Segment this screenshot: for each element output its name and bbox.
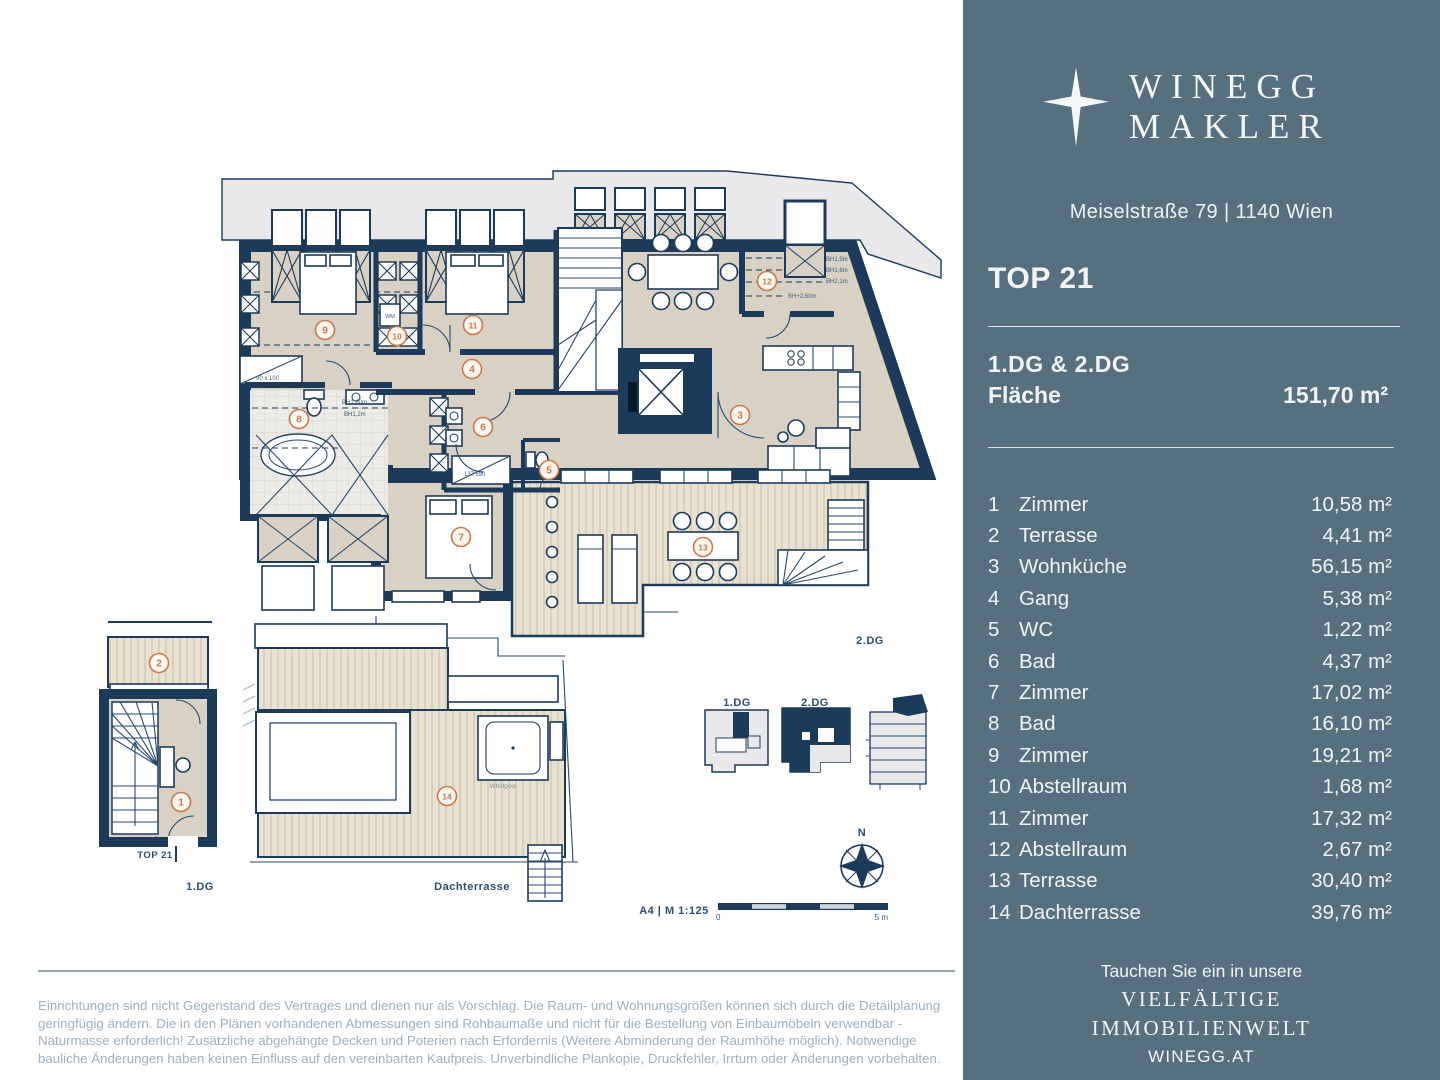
room-marker-number: 1 [178, 797, 184, 809]
desk-chair [176, 758, 190, 772]
room-area: 30,40 m² [1311, 869, 1392, 893]
skylight [256, 712, 410, 813]
room-marker-number: 5 [546, 465, 552, 477]
room-area: 4,37 m² [1322, 649, 1392, 673]
mini-plan-2dg [782, 708, 850, 772]
room-marker-number: 6 [480, 422, 486, 434]
star-icon [1043, 64, 1109, 150]
room-name: Abstellraum [1019, 775, 1128, 799]
bh5-label: BH1,60m [342, 400, 368, 406]
room-number: 12 [988, 837, 1011, 861]
room-row [988, 489, 1392, 520]
compass-needle [839, 843, 885, 889]
rule-line [988, 447, 1394, 448]
compass [839, 827, 885, 889]
unit-title: TOP 21 [988, 262, 1094, 295]
dachterrasse-label: Dachterrasse [434, 881, 510, 893]
bed-11 [446, 252, 508, 314]
room-area: 5,38 m² [1322, 586, 1392, 610]
room-name: WC [1019, 618, 1054, 642]
footer-website: WINEGG.AT [1148, 1047, 1255, 1066]
room-area: 16,10 m² [1311, 712, 1392, 736]
room-number: 7 [988, 681, 1000, 705]
floor1-label: 1.DG [186, 881, 214, 893]
room-marker-number: 7 [458, 532, 464, 544]
room-number: 2 [988, 524, 1000, 548]
room-number: 9 [988, 743, 1000, 767]
area-value: 151,70 m² [1283, 382, 1388, 408]
area-label: Fläche [988, 382, 1061, 408]
disclaimer-text: Einrichtungen sind nicht Gegenstand des Vertrages und dienen nur als Vorschlag. Die Raum- und Wohnungsgrößen können sich durch die Detailplanung geringfügig ändern. Die in den Plänen vorhandenen Abmessungen sind Rohbaumaße und nicht für die Bestellung von Einbaumöbeln verwendbar - Naturmasse erforderlich! Zusätzliche abgehängte Decken und Poterien nach Erfordernis (Weitere Abminderung der Raumhöhe möglich). Notwendige bauliche Änderungen haben keinen Einfluss auf den vereinbarten Kaufpreis. Unverbindliche Plankopie, Druckfehler, Irrtum oder Änderungen vorbehalten. [38, 998, 941, 1066]
room-name: Zimmer [1019, 743, 1089, 767]
desk [160, 747, 174, 787]
shower-dim-label: 90 x 100 [256, 376, 280, 382]
scale-zero: 0 [716, 913, 721, 922]
bh6-label: BH1,2m [344, 412, 366, 418]
room-marker-number: 3 [737, 410, 743, 422]
room-marker-number: 2 [156, 658, 162, 670]
room-area: 4,41 m² [1322, 524, 1392, 548]
room-number: 10 [988, 775, 1011, 799]
wm-label: WM [385, 314, 395, 320]
room-number: 1 [988, 492, 1000, 516]
mini-plan-facade [866, 694, 928, 790]
hatch-marks [243, 684, 255, 726]
room-marker-number: 12 [762, 276, 772, 287]
room-list [988, 489, 1392, 928]
scale-five: 5 m [874, 913, 888, 922]
room-number: 4 [988, 586, 1000, 610]
apartment-2dg [240, 188, 928, 656]
roof-tower [785, 201, 825, 277]
room-marker-number: 9 [322, 325, 328, 337]
room-name: Abstellraum [1019, 837, 1128, 861]
room-name: Terrasse [1019, 524, 1098, 548]
room-row [988, 709, 1392, 740]
room-row [988, 803, 1392, 834]
room-number: 6 [988, 649, 1000, 673]
room-number: 13 [988, 869, 1011, 893]
room-number: 3 [988, 555, 1000, 579]
room-area: 1,22 m² [1322, 618, 1392, 642]
room-row [988, 740, 1392, 771]
mini-1dg-label: 1.DG [723, 697, 751, 709]
room-name: Zimmer [1019, 681, 1089, 705]
room-row [988, 552, 1392, 583]
floors-label: 1.DG & 2.DG [988, 351, 1131, 377]
room-marker-number: 8 [296, 414, 302, 426]
bh2-label: BH1,6m [826, 268, 848, 274]
entrance-gap [168, 836, 198, 848]
brand-line2: MAKLER [1129, 107, 1331, 146]
room-name: Dachterrasse [1019, 900, 1141, 924]
mini-2dg-label: 2.DG [801, 697, 829, 709]
room-name: Terrasse [1019, 869, 1098, 893]
room-name: Wohnküche [1019, 555, 1127, 579]
mini-plan-1dg [705, 710, 768, 772]
room-number: 8 [988, 712, 1000, 736]
roof-stairs [528, 845, 562, 901]
footer-serif-2: IMMOBILIENWELT [1091, 1016, 1312, 1040]
stairs-2dg [558, 228, 622, 392]
room-row [988, 834, 1392, 865]
room-area: 2,67 m² [1322, 837, 1392, 861]
room-row [988, 677, 1392, 708]
scale-bar [639, 903, 888, 922]
brand-wordmark [1129, 67, 1331, 147]
room-row [988, 897, 1392, 928]
bathtub [261, 434, 335, 476]
room-marker-number: 10 [392, 331, 402, 342]
room-area: 39,76 m² [1311, 900, 1392, 924]
room-area: 10,58 m² [1311, 492, 1392, 516]
room-row [988, 615, 1392, 646]
room-row [988, 646, 1392, 677]
scale-text: A4 | M 1:125 [639, 905, 709, 917]
room-number: 11 [988, 806, 1010, 830]
roof-terrace-14 [243, 624, 578, 901]
room-marker-number: 13 [698, 542, 708, 553]
mini-plans [705, 694, 928, 790]
elevator-block [618, 348, 712, 434]
room-area: 56,15 m² [1311, 555, 1392, 579]
room-area: 17,02 m² [1311, 681, 1392, 705]
whirlpool-label: Whirlpool [489, 783, 517, 790]
room-number: 5 [988, 618, 1000, 642]
brand-logo [1043, 64, 1331, 150]
divider-line [38, 970, 955, 972]
bh1-label: BH1,5m [826, 257, 848, 263]
floor2-label: 2.DG [856, 635, 884, 647]
room-name: Zimmer [1019, 806, 1089, 830]
footer-serif-1: VIELFÄLTIGE [1121, 987, 1282, 1011]
room-name: Bad [1019, 649, 1056, 673]
brand-line1: WINEGG [1129, 67, 1325, 106]
bed-9 [300, 252, 356, 314]
room-row [988, 772, 1392, 803]
bh4-label: BH+2,60m [788, 294, 817, 300]
room-name: Zimmer [1019, 492, 1089, 516]
room-area: 17,32 m² [1311, 806, 1392, 830]
north-label: N [857, 827, 867, 839]
room-marker-number: 14 [442, 791, 452, 802]
room-row [988, 583, 1392, 614]
stairs-1dg [112, 702, 158, 834]
sidebar [963, 0, 1440, 1080]
footer-tagline: Tauchen Sie ein in unsere [1100, 961, 1303, 981]
rule-line [988, 326, 1400, 327]
room-row [988, 520, 1392, 551]
room-row [988, 866, 1392, 897]
dormer-windows [258, 516, 388, 610]
shower-dim2-label: 137 x90 [464, 472, 486, 478]
room-name: Gang [1019, 586, 1070, 610]
bh3-label: BH2,1m [826, 279, 848, 285]
room-marker-number: 4 [469, 364, 475, 376]
room-marker-number: 11 [468, 320, 478, 331]
side-table [550, 722, 563, 760]
property-address: Meiselstraße 79 | 1140 Wien [1069, 201, 1334, 223]
whirlpool [478, 716, 548, 780]
area-row [988, 382, 1388, 409]
room-name: Bad [1019, 712, 1056, 736]
top21-label: TOP 21 [137, 850, 173, 861]
room-number: 14 [988, 900, 1011, 924]
room-area: 1,68 m² [1322, 775, 1392, 799]
room-area: 19,21 m² [1311, 743, 1392, 767]
